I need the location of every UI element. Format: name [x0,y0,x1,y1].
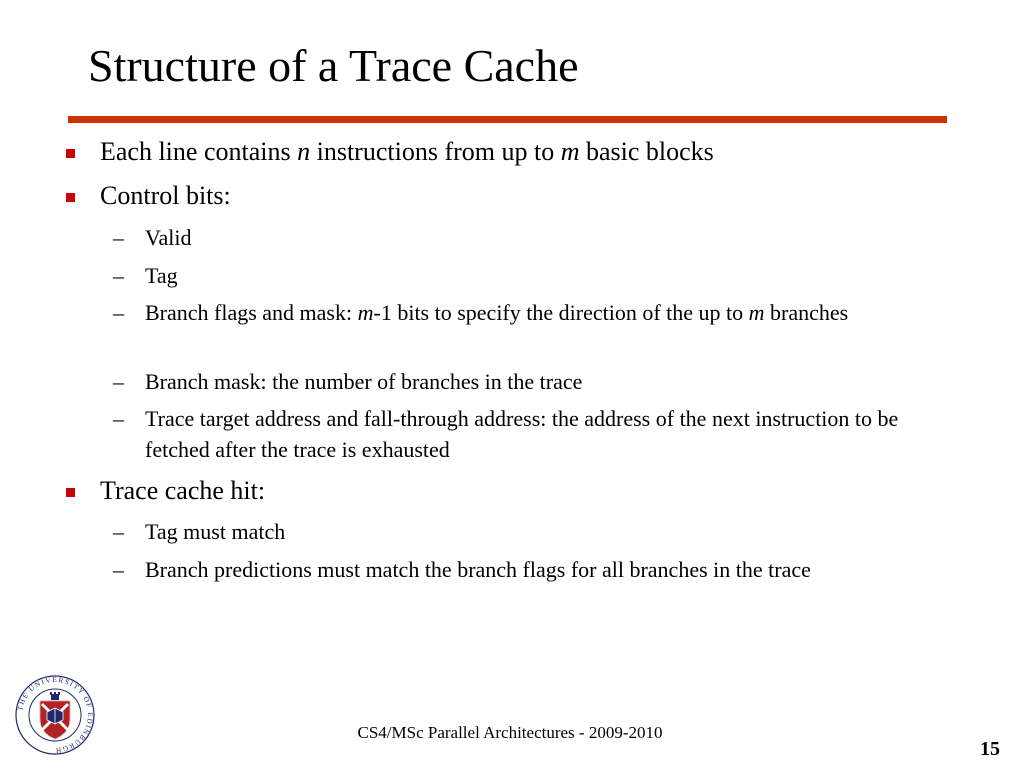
sub-bullet-text: Valid [145,225,192,250]
sub-bullet-branch-mask [113,366,935,397]
square-bullet-icon [66,488,75,497]
title-underline [68,116,947,123]
sub-bullet-text: Trace target address and fall-through address: the address of the next instruction to be fetched after the trace is exhausted [145,406,899,462]
bullet-line-contents [100,137,950,167]
sub-bullet-text: Branch predictions must match the branch flags for all branches in the trace [145,557,811,582]
bullet-text: Each line contains [100,137,298,166]
footer-course: CS4/MSc Parallel Architectures - 2009-2010 [357,723,663,742]
dash-bullet-icon: – [113,369,124,394]
italic-m: m [560,137,580,166]
university-seal-logo [14,674,96,756]
sub-bullet-tag-match [113,516,935,547]
dash-bullet-icon: – [113,225,124,250]
page-number: 15 [980,738,1000,760]
sub-bullet-text: Tag must match [145,519,286,544]
dash-bullet-icon: – [113,406,124,431]
dash-bullet-icon: – [113,300,124,325]
bullet-text: Control bits: [100,181,231,210]
dash-bullet-icon: – [113,263,124,288]
sub-bullet-text: Branch mask: the number of branches in the trace [145,369,583,394]
sub-bullet-trace-target [113,403,935,465]
sub-bullet-text: -1 bits to specify the direction of the up to [373,300,749,325]
bullet-control-bits [100,181,950,211]
bullet-text: basic blocks [579,137,714,166]
sub-bullet-text: Branch flags and mask: [145,300,358,325]
bullet-trace-cache-hit [100,476,950,506]
italic-m: m [748,300,765,325]
sub-bullet-tag [113,260,935,291]
dash-bullet-icon: – [113,519,124,544]
sub-bullet-valid [113,222,935,253]
sub-bullet-branch-flags [113,297,935,328]
italic-n: n [297,137,311,166]
bullet-text: Trace cache hit: [100,476,266,505]
square-bullet-icon [66,193,75,202]
svg-text:THE UNIVERSITY OF EDINBURGH: THE UNIVERSITY OF EDINBURGH [16,675,95,755]
slide-title: Structure of a Trace Cache [88,40,579,91]
bullet-text: instructions from up to [310,137,561,166]
dash-bullet-icon: – [113,557,124,582]
sub-bullet-text: Tag [145,263,178,288]
sub-bullet-predictions [113,554,935,585]
italic-m: m [357,300,374,325]
square-bullet-icon [66,149,75,158]
sub-bullet-text: branches [764,300,849,325]
